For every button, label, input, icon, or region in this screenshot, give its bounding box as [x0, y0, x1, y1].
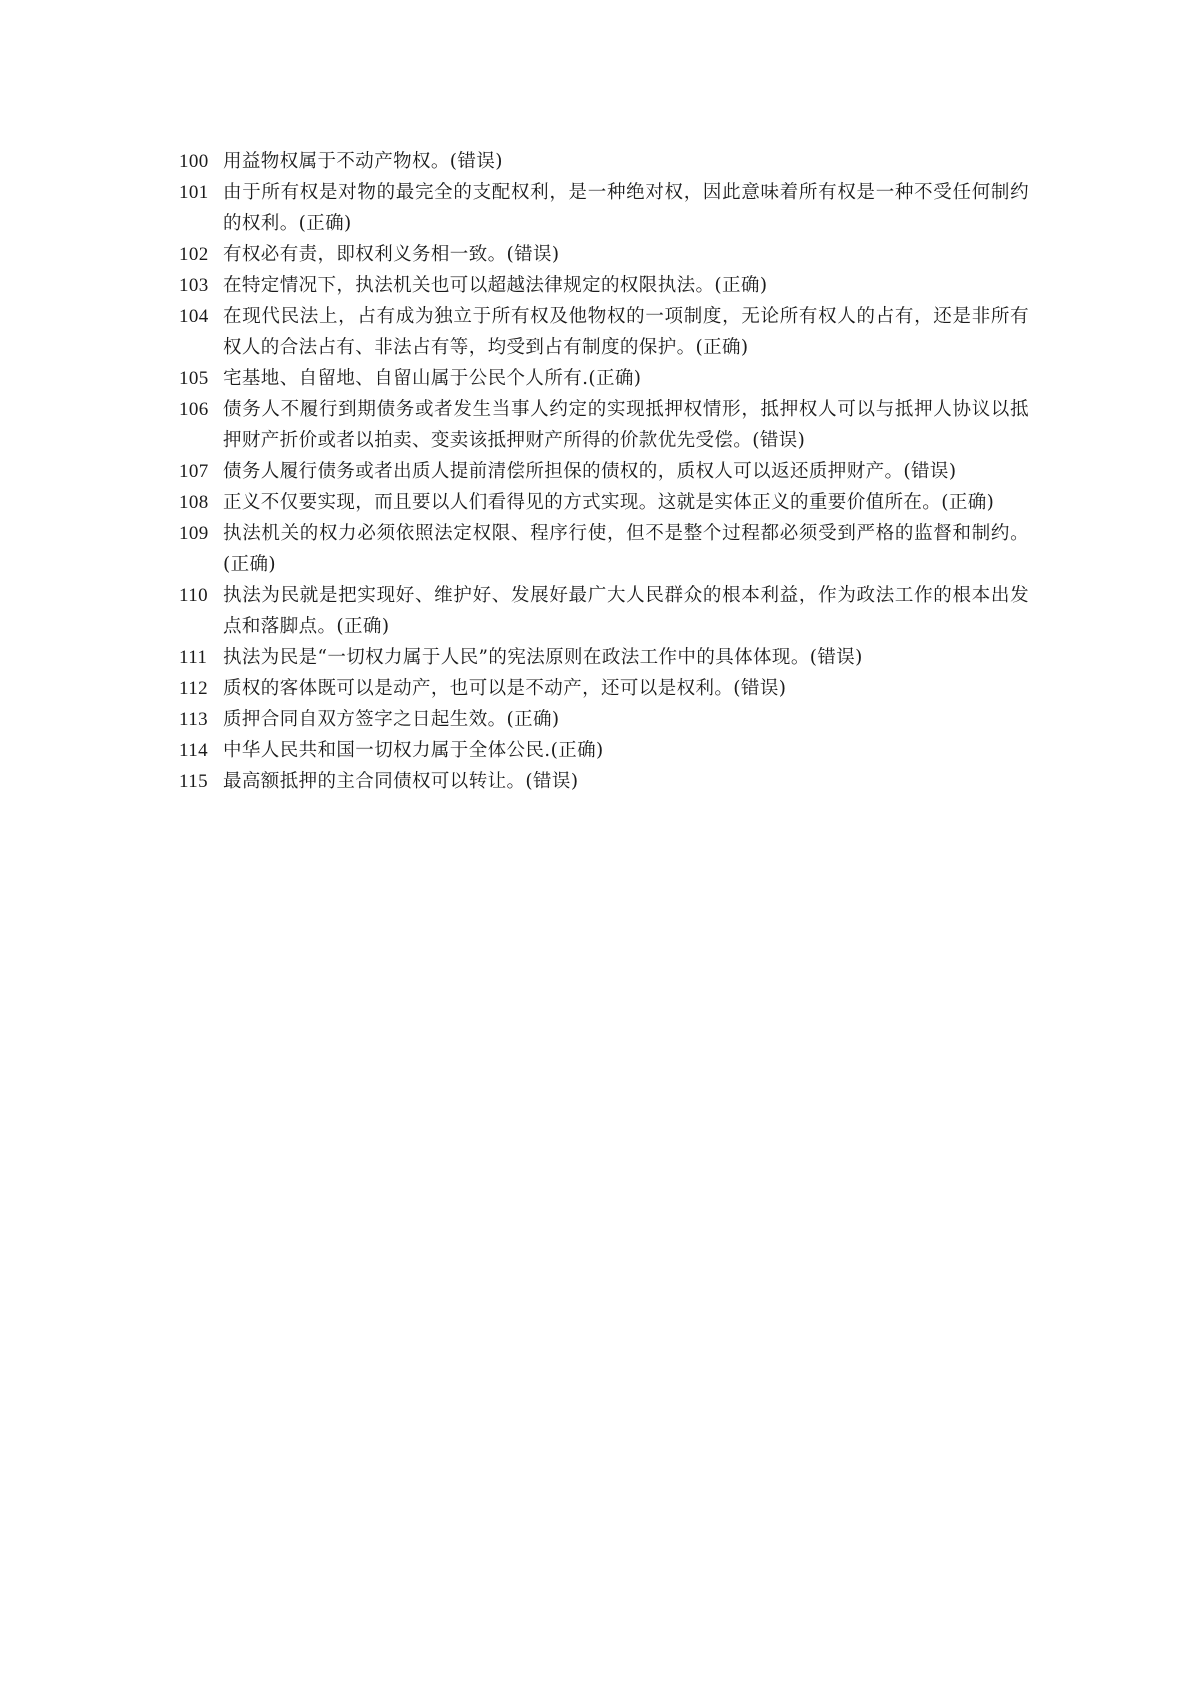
question-text: 宅基地、自留地、自留山属于公民个人所有.(正确) — [223, 368, 642, 389]
question-text: 债务人不履行到期债务或者发生当事人约定的实现抵押权情形，抵押权人可以与抵押人协议以抵押财产折价或者以拍卖、变卖该抵押财产所得的价款优先受偿。(错误) — [223, 399, 1029, 451]
question-number: 106 — [179, 399, 209, 420]
question-item — [179, 146, 1029, 177]
question-number: 103 — [179, 275, 209, 296]
question-text: 在特定情况下，执法机关也可以超越法律规定的权限执法。(正确) — [223, 275, 768, 296]
question-item — [179, 704, 1029, 735]
question-number: 112 — [179, 678, 208, 699]
question-text: 有权必有责，即权利义务相一致。(错误) — [223, 244, 560, 265]
question-item — [179, 301, 1029, 363]
question-item — [179, 642, 1029, 673]
question-number: 111 — [179, 647, 208, 668]
question-text: 最高额抵押的主合同债权可以转让。(错误) — [223, 771, 579, 792]
question-text: 质权的客体既可以是动产，也可以是不动产，还可以是权利。(错误) — [223, 678, 787, 699]
question-number: 100 — [179, 151, 209, 172]
question-item — [179, 363, 1029, 394]
question-text: 质押合同自双方签字之日起生效。(正确) — [223, 709, 560, 730]
question-number: 102 — [179, 244, 209, 265]
question-text: 债务人履行债务或者出质人提前清偿所担保的债权的，质权人可以返还质押财产。(错误) — [223, 461, 957, 482]
question-item — [179, 456, 1029, 487]
question-item — [179, 766, 1029, 797]
question-item — [179, 394, 1029, 456]
question-item — [179, 177, 1029, 239]
question-text: 执法机关的权力必须依照法定权限、程序行使，但不是整个过程都必须受到严格的监督和制约。(正确) — [223, 523, 1029, 575]
question-number: 110 — [179, 585, 208, 606]
question-item — [179, 673, 1029, 704]
question-number: 115 — [179, 771, 208, 792]
question-text: 用益物权属于不动产物权。(错误) — [223, 151, 503, 172]
question-number: 107 — [179, 461, 209, 482]
question-number: 113 — [179, 709, 208, 730]
question-text: 执法为民就是把实现好、维护好、发展好最广大人民群众的根本利益，作为政法工作的根本出发点和落脚点。(正确) — [223, 585, 1029, 637]
question-number: 108 — [179, 492, 209, 513]
question-number: 109 — [179, 523, 209, 544]
question-list — [179, 146, 1029, 797]
question-text: 由于所有权是对物的最完全的支配权利，是一种绝对权，因此意味着所有权是一种不受任何制约的权利。(正确) — [223, 182, 1029, 234]
question-number: 104 — [179, 306, 209, 327]
question-item — [179, 580, 1029, 642]
question-text: 中华人民共和国一切权力属于全体公民.(正确) — [223, 740, 604, 761]
question-text: 执法为民是“一切权力属于人民”的宪法原则在政法工作中的具体体现。(错误) — [223, 647, 863, 668]
question-number: 114 — [179, 740, 208, 761]
question-text: 在现代民法上，占有成为独立于所有权及他物权的一项制度，无论所有权人的占有，还是非所有权人的合法占有、非法占有等，均受到占有制度的保护。(正确) — [223, 306, 1029, 358]
question-item — [179, 239, 1029, 270]
question-item — [179, 270, 1029, 301]
question-item — [179, 487, 1029, 518]
question-number: 105 — [179, 368, 209, 389]
question-text: 正义不仅要实现，而且要以人们看得见的方式实现。这就是实体正义的重要价值所在。(正确) — [223, 492, 995, 513]
question-item — [179, 518, 1029, 580]
question-number: 101 — [179, 182, 209, 203]
question-item — [179, 735, 1029, 766]
